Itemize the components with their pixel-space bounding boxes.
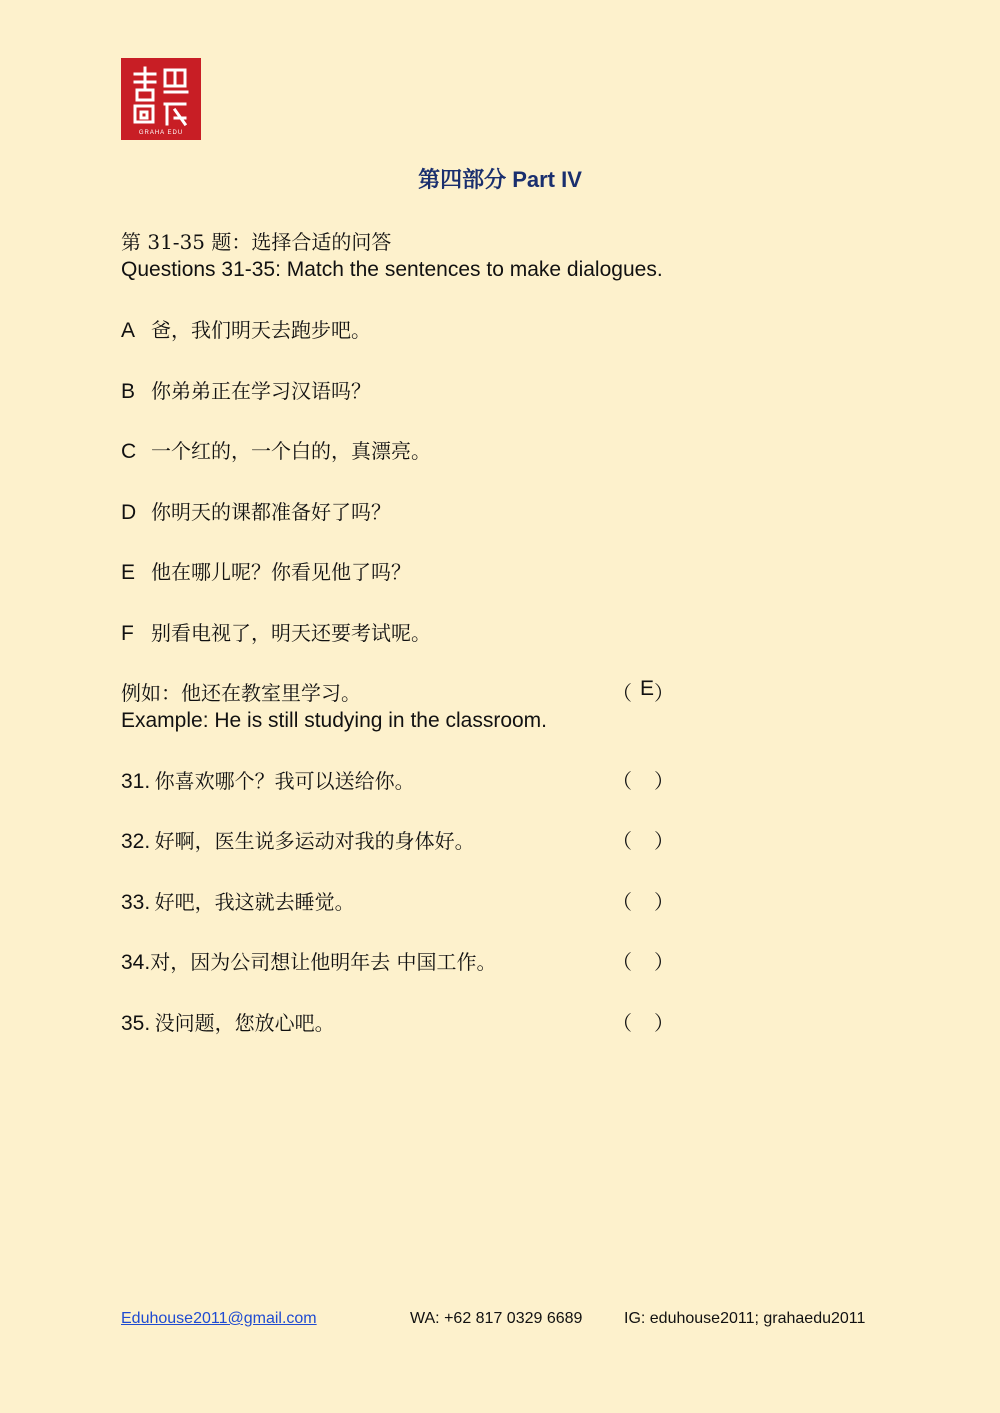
graha-edu-logo — [121, 58, 201, 140]
option-letter: B — [121, 380, 136, 403]
option-letter: E — [121, 561, 136, 584]
option-letter: F — [121, 622, 134, 645]
footer-instagram: IG: eduhouse2011; grahaedu2011 — [624, 1310, 866, 1327]
section-heading: 第四部分 Part IV — [418, 167, 582, 192]
question-33 — [121, 886, 355, 915]
question-text: 对，因为公司想让他明年去 中国工作。 — [150, 950, 497, 974]
option-letter: A — [121, 319, 136, 342]
question-31 — [121, 765, 415, 794]
question-number: 35. — [121, 1012, 151, 1035]
instructions-cn: 第 31-35 题：选择合适的问答 — [121, 230, 392, 254]
question-text: 好吧，我这就去睡觉。 — [154, 890, 355, 914]
question-number: 34. — [121, 951, 151, 974]
logo-caption: GRAHA EDU — [138, 130, 184, 136]
option-f — [121, 617, 431, 646]
option-d — [121, 496, 391, 525]
option-text: 一个红的，一个白的，真漂亮。 — [151, 439, 431, 463]
question-34 — [121, 946, 497, 975]
option-a — [121, 314, 371, 343]
question-text: 你喜欢哪个？我可以送给你。 — [154, 769, 415, 793]
question-text: 没问题，您放心吧。 — [154, 1011, 335, 1035]
logo-mark-icon — [121, 58, 201, 140]
option-text: 你弟弟正在学习汉语吗？ — [151, 379, 371, 403]
example-answer: E — [640, 677, 655, 700]
question-number: 32. — [121, 830, 151, 853]
option-c — [121, 435, 431, 464]
option-text: 你明天的课都准备好了吗？ — [151, 500, 391, 524]
question-number: 33. — [121, 891, 151, 914]
option-text: 爸，我们明天去跑步吧。 — [151, 318, 371, 342]
option-letter: C — [121, 440, 137, 463]
option-text: 别看电视了，明天还要考试呢。 — [151, 621, 431, 645]
option-text: 他在哪儿呢？你看见他了吗？ — [151, 560, 411, 584]
question-text: 好啊，医生说多运动对我的身体好。 — [154, 829, 475, 853]
question-32 — [121, 825, 475, 854]
instructions-en: Questions 31-35: Match the sentences to make dialogues. — [121, 258, 663, 281]
email-link[interactable]: Eduhouse2011@gmail.com — [121, 1310, 317, 1327]
example-en: Example: He is still studying in the classroom. — [121, 709, 547, 732]
question-number: 31. — [121, 770, 151, 793]
example-cn: 例如：他还在教室里学习。 — [121, 681, 361, 705]
footer-email[interactable] — [121, 1310, 317, 1328]
option-e — [121, 556, 411, 585]
footer-whatsapp: WA: +62 817 0329 6689 — [410, 1310, 583, 1327]
option-letter: D — [121, 501, 137, 524]
option-b — [121, 375, 371, 404]
question-35 — [121, 1007, 335, 1036]
